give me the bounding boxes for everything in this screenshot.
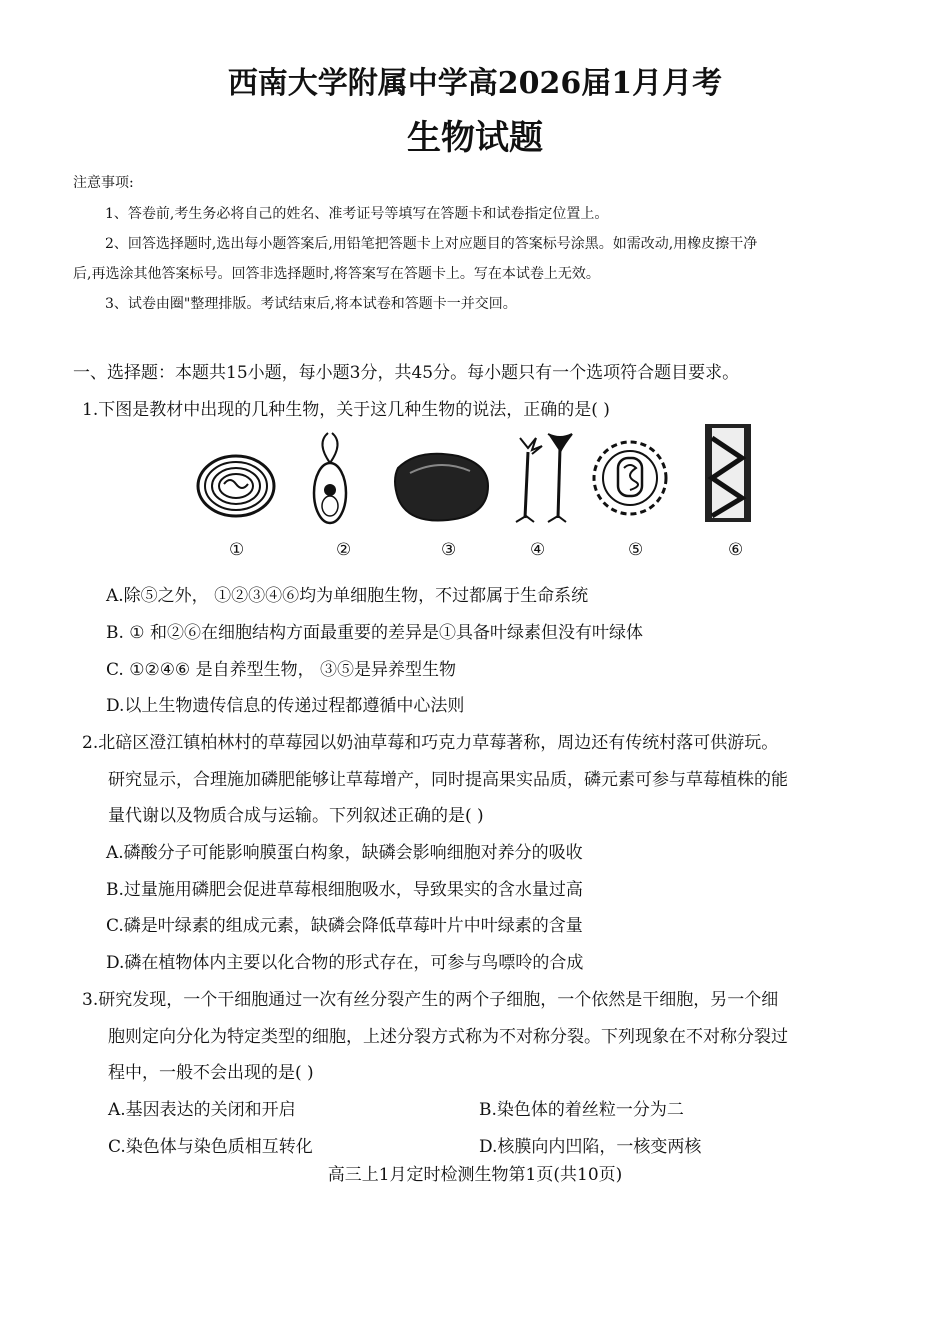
q1-figure	[190, 418, 770, 528]
notice-item-1: 1、答卷前,考生务必将自己的姓名、准考证号等填写在答题卡和试卷指定位置上。	[105, 206, 609, 222]
figure-label-3: ③	[441, 540, 457, 560]
q3-option-b: B.染色体的着丝粒一分为二	[479, 1100, 684, 1120]
notice-heading: 注意事项:	[73, 175, 134, 191]
exam-subtitle: 生物试题	[407, 118, 543, 158]
q3-option-c: C.染色体与染色质相互转化	[108, 1137, 313, 1157]
section-heading: 一、选择题：本题共15小题，每小题3分，共45分。每小题只有一个选项符合题目要求。	[73, 363, 740, 383]
q1-option-a: A.除⑤之外， ①②③④⑥均为单细胞生物，不过都属于生命系统	[106, 586, 589, 606]
q2-stem-line-3: 量代谢以及物质合成与运输。下列叙述正确的是( )	[108, 806, 484, 826]
figure-label-2: ②	[336, 540, 352, 560]
q3-stem-line-1: 3.研究发现，一个干细胞通过一次有丝分裂产生的两个子细胞，一个依然是干细胞，另一个细	[82, 990, 779, 1010]
notice-item-3: 3、试卷由圈"整理排版。考试结束后,将本试卷和答题卡一并交回。	[105, 296, 517, 312]
organism-2-chlamydomonas	[314, 433, 346, 523]
organism-3-amoeba-like	[395, 454, 488, 521]
q2-stem-line-1: 2.北碚区澄江镇柏林村的草莓园以奶油草莓和巧克力草莓著称，周边还有传统村落可供游玩。	[82, 733, 779, 753]
organisms-figure	[190, 418, 770, 528]
organism-1-bacterium	[198, 456, 274, 516]
q2-option-b: B.过量施用磷肥会促进草莓根细胞吸水，导致果实的含水量过高	[106, 880, 583, 900]
q2-option-a: A.磷酸分子可能影响膜蛋白构象，缺磷会影响细胞对养分的吸收	[106, 843, 583, 863]
organism-5-virus	[594, 442, 666, 514]
q3-stem-line-2: 胞则定向分化为特定类型的细胞，上述分裂方式称为不对称分裂。下列现象在不对称分裂过	[108, 1027, 788, 1047]
q1-option-d: D.以上生物遗传信息的传递过程都遵循中心法则	[106, 696, 465, 716]
figure-label-4: ④	[530, 540, 546, 560]
q2-option-c: C.磷是叶绿素的组成元素，缺磷会降低草莓叶片中叶绿素的含量	[106, 916, 583, 936]
q3-option-d: D.核膜向内凹陷，一核变两核	[479, 1137, 702, 1157]
exam-title: 西南大学附属中学高2026届1月月考	[227, 66, 723, 101]
q1-option-c: C. ①②④⑥ 是自养型生物， ③⑤是异养型生物	[106, 660, 456, 680]
notice-item-2: 2、回答选择题时,选出每小题答案后,用铅笔把答题卡上对应题目的答案标号涂黑。如需改动,用橡皮擦干净	[105, 236, 758, 252]
figure-label-6: ⑥	[728, 540, 744, 560]
figure-label-5: ⑤	[628, 540, 644, 560]
notice-item-2-cont: 后,再选涂其他答案标号。回答非选择题时,将答案写在答题卡上。写在本试卷上无效。	[73, 266, 600, 282]
page-footer: 高三上1月定时检测生物第1页(共10页)	[327, 1165, 623, 1185]
q1-option-b: B. ① 和②⑥在细胞结构方面最重要的差异是①具备叶绿素但没有叶绿体	[106, 623, 643, 643]
q3-option-a: A.基因表达的关闭和开启	[108, 1100, 296, 1120]
organism-4-acetabularia	[516, 434, 572, 522]
q3-stem-line-3: 程中，一般不会出现的是( )	[108, 1063, 314, 1083]
q1-stem: 1.下图是教材中出现的几种生物，关于这几种生物的说法，正确的是( )	[82, 400, 610, 420]
figure-label-1: ①	[229, 540, 245, 560]
q2-stem-line-2: 研究显示，合理施加磷肥能够让草莓增产，同时提高果实品质，磷元素可参与草莓植株的能	[108, 770, 788, 790]
q2-option-d: D.磷在植物体内主要以化合物的形式存在，可参与鸟嘌呤的合成	[106, 953, 584, 973]
organism-6-spirogyra	[705, 424, 751, 522]
